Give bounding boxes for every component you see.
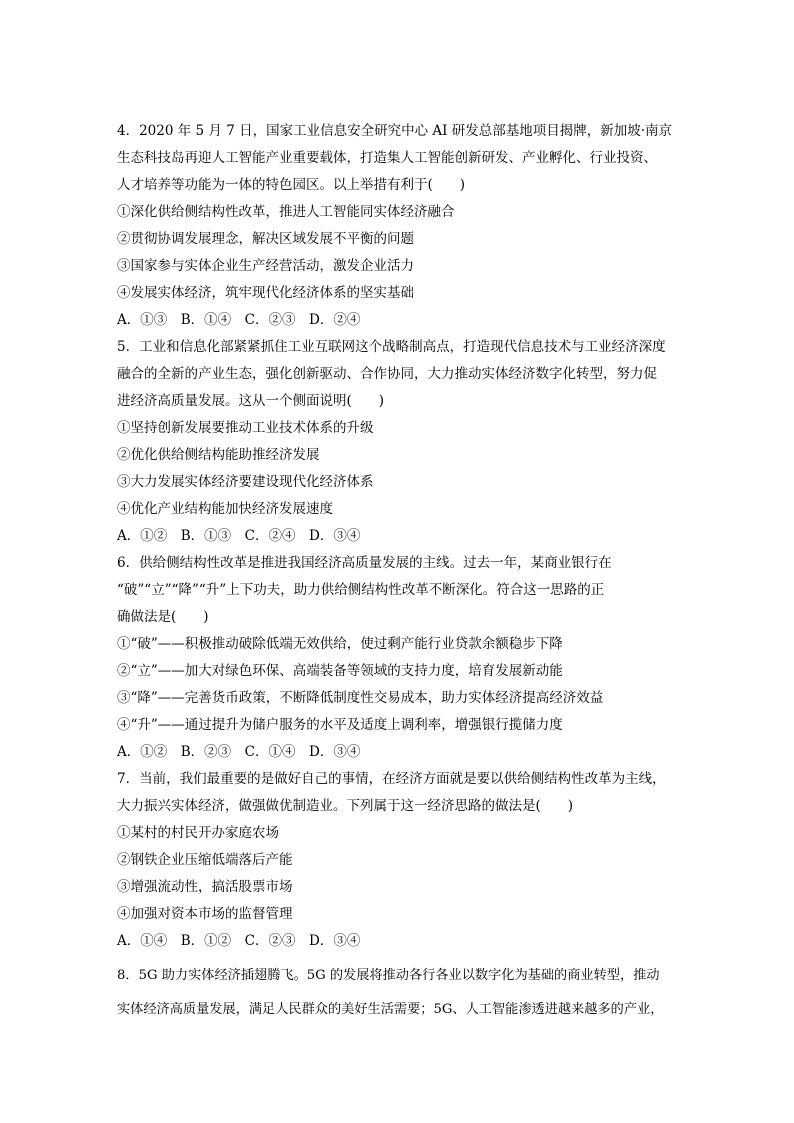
statement-item: ③“降”——完善货币政策，不断降低制度性交易成本，助力实体经济提高经济效益 (117, 690, 604, 706)
question-stem-line: 4．2020 年 5 月 7 日，国家工业信息安全研究中心 AI 研发总部基地项目揭牌，新加坡·南京 (117, 123, 673, 139)
statement-item: ②“立”——加大对绿色环保、高端装备等领域的支持力度，培育发展新动能 (117, 663, 563, 679)
statement-item: ②贯彻协调发展理念，解决区域发展不平衡的问题 (117, 231, 414, 247)
statement-item: ①深化供给侧结构性改革，推进人工智能同实体经济融合 (117, 204, 455, 220)
question-8 (117, 959, 683, 1027)
question-stem-line: 确做法是( ) (117, 609, 209, 625)
statement-item: ③增强流动性，搞活股票市场 (117, 879, 293, 895)
question-stem-line: 人才培养等功能为一体的特色园区。以上举措有利于( ) (117, 177, 466, 193)
statement-item: ①坚持创新发展要推动工业技术体系的升级 (117, 420, 374, 436)
statement-item: ③国家参与实体企业生产经营活动，激发企业活力 (117, 258, 414, 274)
question-7 (117, 766, 683, 955)
question-stem-line: 进经济高质量发展。这从一个侧面说明( ) (117, 393, 385, 409)
question-6 (117, 550, 683, 766)
question-stem-line: 融合的全新的产业生态，强化创新驱动、合作协同，大力推动实体经济数字化转型，努力促 (117, 366, 657, 382)
question-stem-line: 生态科技岛再迎人工智能产业重要载体，打造集人工智能创新研发、产业孵化、行业投资、 (117, 150, 657, 166)
statement-item: ④发展实体经济，筑牢现代化经济体系的坚实基础 (117, 285, 414, 301)
statement-item: ④优化产业结构能加快经济发展速度 (117, 501, 333, 517)
statement-item: ①某村的村民开办家庭农场 (117, 825, 279, 841)
statement-item: ③大力发展实体经济要建设现代化经济体系 (117, 474, 374, 490)
answer-options: A．①② B．②③ C．①④ D．③④ (117, 744, 361, 760)
statement-item: ②钢铁企业压缩低端落后产能 (117, 852, 293, 868)
question-stem-line: “破”“立”“降”“升”上下功夫，助力供给侧结构性改革不断深化。符合这一思路的正 (117, 582, 605, 598)
statement-item: ④“升”——通过提升为储户服务的水平及适度上调利率，增强银行揽储力度 (117, 717, 563, 733)
answer-options: A．①④ B．①② C．②③ D．③④ (117, 933, 361, 949)
statement-item: ①“破”——积极推动破除低端无效供给，使过剩产能行业贷款余额稳步下降 (117, 636, 563, 652)
question-stem-line: 大力振兴实体经济，做强做优制造业。下列属于这一经济思路的做法是( ) (117, 798, 574, 814)
statement-item: ④加强对资本市场的监督管理 (117, 906, 293, 922)
answer-options: A．①② B．①③ C．②④ D．③④ (117, 528, 361, 544)
question-stem-line: 7．当前，我们最重要的是做好自己的事情，在经济方面就是要以供给侧结构性改革为主线， (117, 771, 666, 787)
question-stem-line: 实体经济高质量发展，满足人民群众的美好生活需要；5G、人工智能渗透进越来越多的产业， (117, 1002, 664, 1017)
exam-page (117, 118, 683, 1027)
question-4 (117, 118, 683, 334)
statement-item: ②优化供给侧结构能助推经济发展 (117, 447, 320, 463)
question-stem-line: 8．5G 助力实体经济插翅腾飞。5G 的发展将推动各行各业以数字化为基础的商业转型，推动 (117, 968, 660, 983)
question-stem-line: 5．工业和信息化部紧紧抓住工业互联网这个战略制高点，打造现代信息技术与工业经济深度 (117, 339, 666, 355)
question-5 (117, 334, 683, 550)
question-stem-line: 6．供给侧结构性改革是推进我国经济高质量发展的主线。过去一年，某商业银行在 (117, 555, 612, 571)
answer-options: A．①③ B．①④ C．②③ D．②④ (117, 312, 361, 328)
